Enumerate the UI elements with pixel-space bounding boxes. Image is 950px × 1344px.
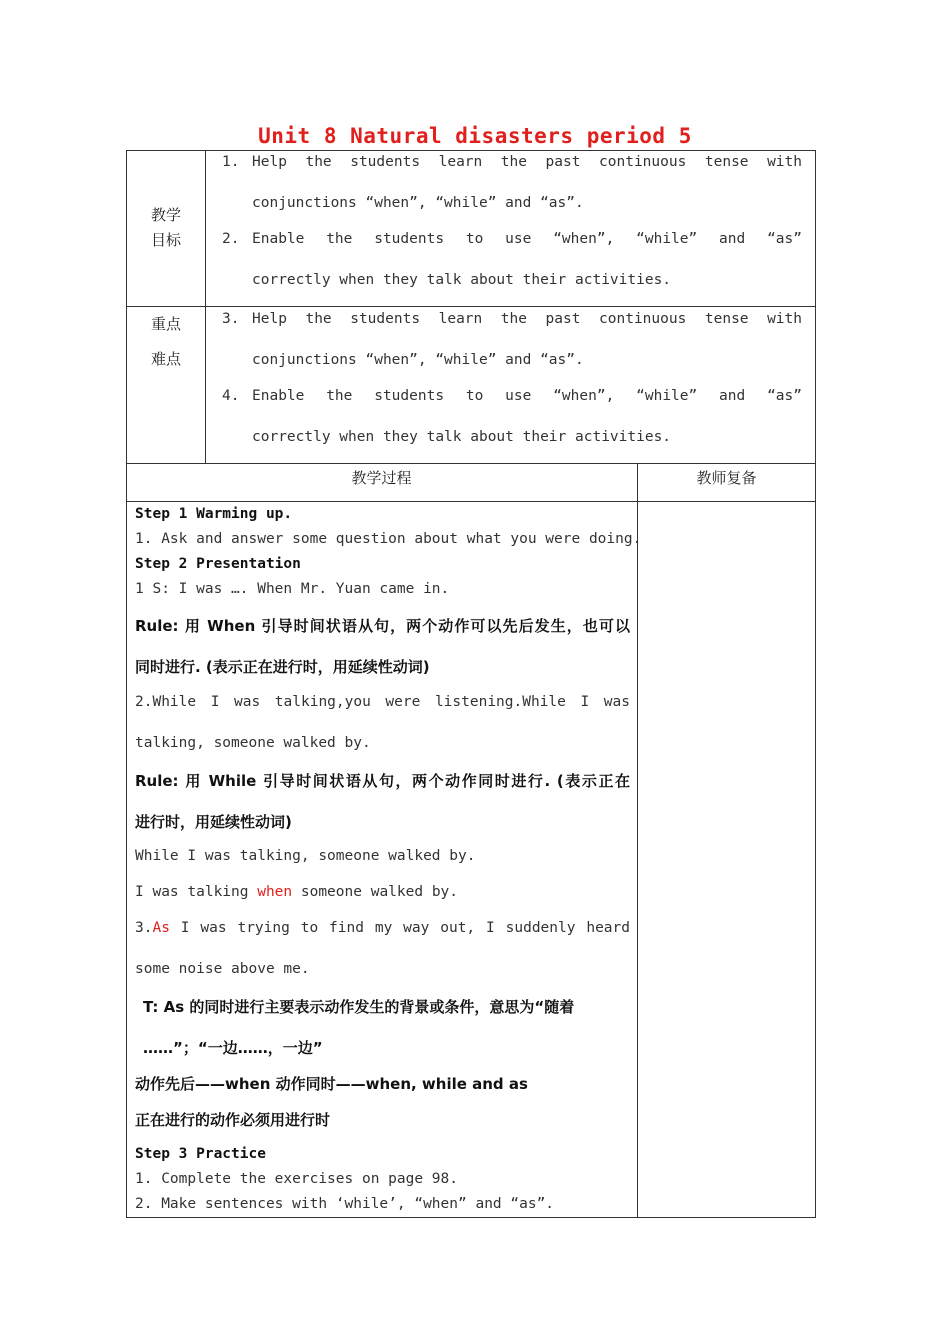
rule2-line2: 进行时，用延续性动词) — [135, 813, 292, 831]
process-header: 教学过程 — [351, 469, 412, 487]
item-line2: conjunctions “when”, “while” and “as”. — [252, 352, 584, 368]
example-3-line2: some noise above me. — [135, 961, 310, 977]
example-while: While I was talking, someone walked by. — [135, 848, 476, 864]
item-line1: Enable the students to use “when”, “while” and “as” — [252, 231, 802, 247]
rule1-line2: 同时进行. (表示正在进行时，用延续性动词) — [135, 658, 430, 676]
rule2-line1: Rule: 用 While 引导时间状语从句，两个动作同时进行. (表示正在 — [135, 772, 630, 790]
item-line1: Help the students learn the past continuous tense with — [252, 311, 802, 327]
teacher-notes-header: 教师复备 — [696, 469, 757, 487]
page-title: Unit 8 Natural disasters period 5 — [258, 124, 692, 148]
notes-column-divider — [637, 463, 638, 1218]
item-number: 1. — [222, 154, 240, 170]
step3-title: Step 3 Practice — [135, 1146, 266, 1162]
step2-example-1: 1 S: I was …. When Mr. Yuan came in. — [135, 581, 450, 597]
step3-item-1: 1. Complete the exercises on page 98. — [135, 1171, 459, 1187]
item-line1: Help the students learn the past continuous tense with — [252, 154, 802, 170]
row-divider-objectives — [126, 306, 816, 307]
summary-line1: 动作先后——when 动作同时——when, while and as — [135, 1075, 528, 1093]
example-3-line1: 3. As I was trying to find my way out, I suddenly heard — [135, 920, 630, 936]
t-note-line1: T: As 的同时进行主要表示动作发生的背景或条件，意思为“随着 — [143, 998, 575, 1016]
item-line2: correctly when they talk about their activities. — [252, 272, 672, 288]
step1-item: 1. Ask and answer some question about what you were doing. — [135, 531, 642, 547]
item-line2: correctly when they talk about their activities. — [252, 429, 672, 445]
row-divider-header — [126, 501, 816, 502]
item-line2: conjunctions “when”, “while” and “as”. — [252, 195, 584, 211]
item-number: 4. — [222, 388, 240, 404]
highlight-as: As — [152, 920, 170, 936]
objectives-label: 教学 目标 — [150, 206, 181, 249]
t-note-line2: ……”；“一边……，一边” — [143, 1039, 323, 1057]
rule1-line1: Rule: 用 When 引导时间状语从句，两个动作可以先后发生，也可以 — [135, 617, 630, 635]
example-when: I was talking when someone walked by. — [135, 884, 459, 900]
step1-title: Step 1 Warming up. — [135, 506, 293, 522]
item-number: 2. — [222, 231, 240, 247]
example-2-line1: 2.While I was talking,you were listening.While I was — [135, 694, 630, 710]
step3-item-2: 2. Make sentences with ‘while’, “when” and “as”. — [135, 1196, 555, 1212]
summary-line2: 正在进行的动作必须用进行时 — [135, 1111, 331, 1129]
item-number: 3. — [222, 311, 240, 327]
keypoints-label: 重点 难点 — [150, 315, 181, 368]
example-2-line2: talking, someone walked by. — [135, 735, 371, 751]
highlight-when: when — [257, 884, 293, 900]
step2-title: Step 2 Presentation — [135, 556, 301, 572]
item-line1: Enable the students to use “when”, “while” and “as” — [252, 388, 802, 404]
row-divider-keypoints — [126, 463, 816, 464]
